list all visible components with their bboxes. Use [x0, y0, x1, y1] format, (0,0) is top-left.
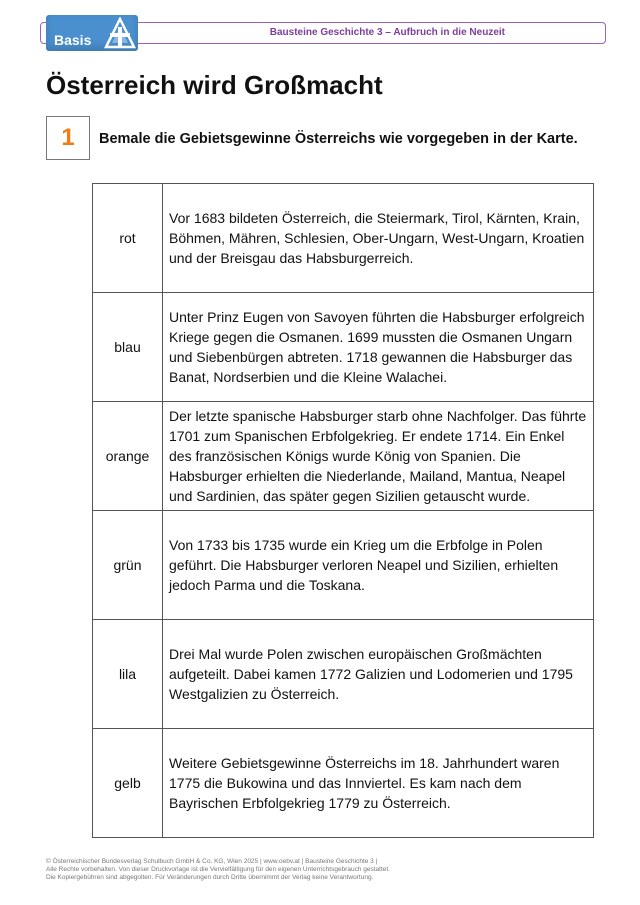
table-row: [93, 729, 594, 838]
footer-line: Die Kopiergebühren sind abgegolten. Für Veränderungen durch Dritte übernimmt der Verlag keine Verantwortung.: [46, 874, 374, 881]
page-title: Österreich wird Großmacht: [46, 70, 383, 100]
description-cell: Der letzte spanische Habsburger starb ohne Nachfolger. Das führte 1701 zum Spanischen Erbfolgekrieg. Er endete 1714. Ein Enkel des französischen Königs wurde König von Spanien. Die Habsburger erhielten die Niederlande, Mailand, Mantua, Neapel und Sardinien, das später gegen Sizilien getauscht wurde.: [163, 402, 594, 511]
description-cell: Weitere Gebietsgewinne Österreichs im 18. Jahrhundert waren 1775 die Bukowina und das Innviertel. Es kam nach dem Bayrischen Erbfolgekrieg 1779 zu Österreich.: [163, 729, 594, 838]
color-label: grün: [93, 511, 163, 620]
description-cell: Von 1733 bis 1735 wurde ein Krieg um die Erbfolge in Polen geführt. Die Habsburger verloren Neapel und Sizilien, erhielten jedoch Parma und die Toskana.: [163, 511, 594, 620]
table-row: [93, 184, 594, 293]
description-cell: Drei Mal wurde Polen zwischen europäischen Großmächten aufgeteilt. Dabei kamen 1772 Galizien und Lodomerien und 1795 Westgalizien zu Österreich.: [163, 620, 594, 729]
task-instruction: Bemale die Gebietsgewinne Österreichs wie vorgegeben in der Karte.: [99, 131, 578, 147]
color-label: lila: [93, 620, 163, 729]
color-label: blau: [93, 293, 163, 402]
basis-logo: [46, 15, 138, 51]
triangle-logo-icon: [104, 17, 136, 49]
footer-line: Alle Rechte vorbehalten. Von dieser Druckvorlage ist die Vervielfältigung für den eigenen Unterrichtsgebrauch gestattet.: [46, 866, 390, 873]
table-row: [93, 293, 594, 402]
description-cell: Vor 1683 bildeten Österreich, die Steiermark, Tirol, Kärnten, Krain, Böhmen, Mähren, Schlesien, Ober-Ungarn, West-Ungarn, Kroatien und der Breisgau das Habsburgerreich.: [163, 184, 594, 293]
table-row: [93, 402, 594, 511]
basis-logo-text: Basis: [54, 32, 92, 48]
description-cell: Unter Prinz Eugen von Savoyen führten die Habsburger erfolgreich Kriege gegen die Osmanen. 1699 mussten die Osmanen Ungarn und Siebenbürgen abtreten. 1718 gewannen die Habsburger das Banat, Nordserbien und die Kleine Walachei.: [163, 293, 594, 402]
color-label: rot: [93, 184, 163, 293]
series-title: Bausteine Geschichte 3 – Aufbruch in die Neuzeit: [269, 27, 505, 38]
task-number: 1: [46, 116, 90, 160]
table-row: [93, 511, 594, 620]
footer-line: © Österreichischer Bundesverlag Schulbuch GmbH & Co. KG, Wien 2025 | www.oebv.at | Bausteine Geschichte 3 |: [46, 858, 378, 865]
color-label: orange: [93, 402, 163, 511]
copyright-footer: [46, 858, 606, 882]
table-row: [93, 620, 594, 729]
color-label: gelb: [93, 729, 163, 838]
color-assignment-table: [92, 183, 594, 838]
